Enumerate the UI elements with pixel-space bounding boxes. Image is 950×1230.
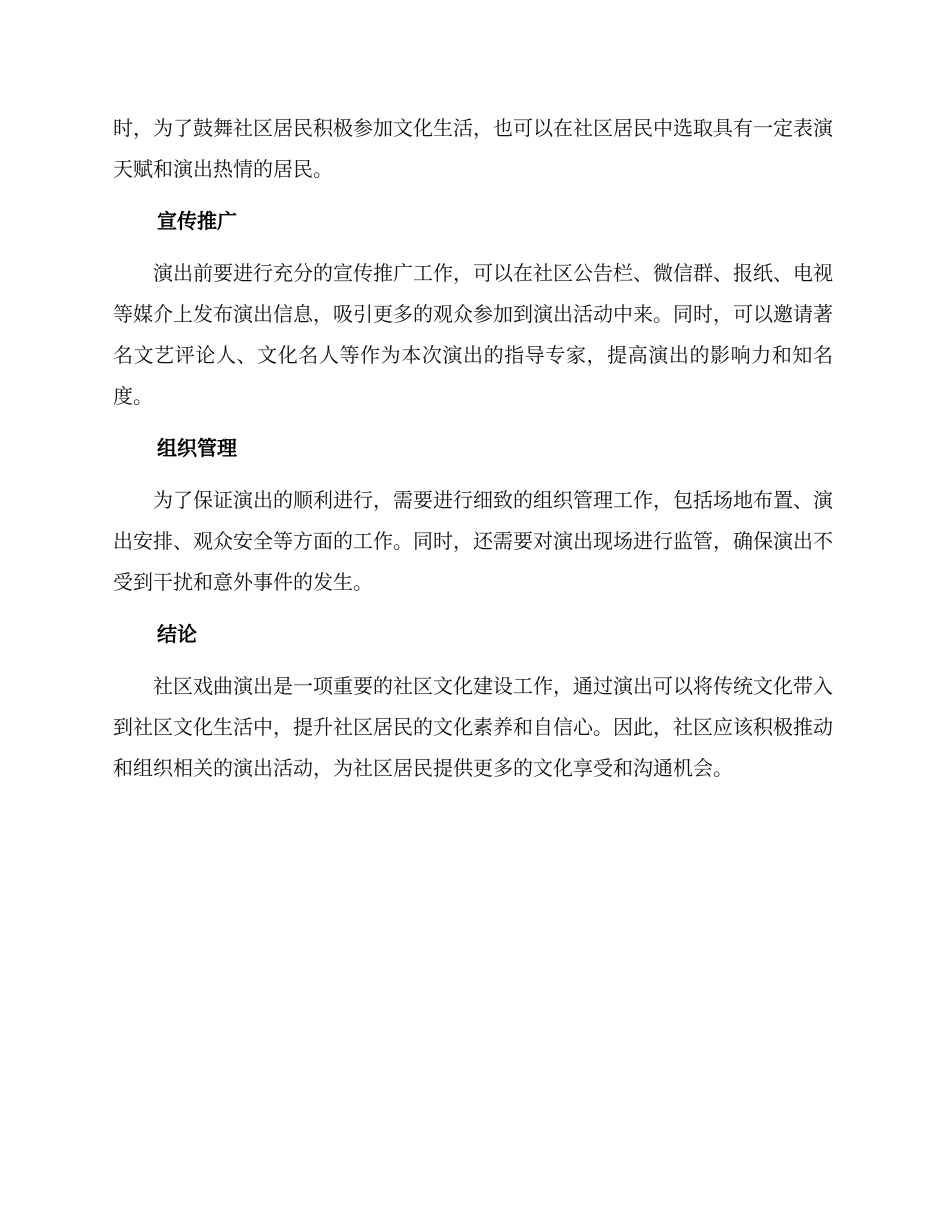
section-heading-publicity: 宣传推广 bbox=[157, 209, 237, 233]
section-heading-conclusion: 结论 bbox=[157, 622, 197, 646]
section-paragraph-management: 为了保证演出的顺利进行，需要进行细致的组织管理工作，包括场地布置、演出安排、观众安全等方面的工作。同时，还需要对演出现场进行监管，确保演出不受到干扰和意外事件的发生。 bbox=[113, 488, 833, 594]
section-paragraph-conclusion: 社区戏曲演出是一项重要的社区文化建设工作，通过演出可以将传统文化带入到社区文化生活中，提升社区居民的文化素养和自信心。因此，社区应该积极推动和组织相关的演出活动，为社区居民提供更多的文化享受和沟通机会。 bbox=[113, 674, 833, 780]
document-body bbox=[113, 108, 833, 789]
intro-paragraph: 时，为了鼓舞社区居民积极参加文化生活，也可以在社区居民中选取具有一定表演天赋和演出热情的居民。 bbox=[113, 116, 833, 181]
section-heading-management: 组织管理 bbox=[157, 436, 237, 460]
section-paragraph-publicity: 演出前要进行充分的宣传推广工作，可以在社区公告栏、微信群、报纸、电视等媒介上发布演出信息，吸引更多的观众参加到演出活动中来。同时，可以邀请著名文艺评论人、文化名人等作为本次演出的指导专家，提高演出的影响力和知名度。 bbox=[113, 261, 833, 408]
